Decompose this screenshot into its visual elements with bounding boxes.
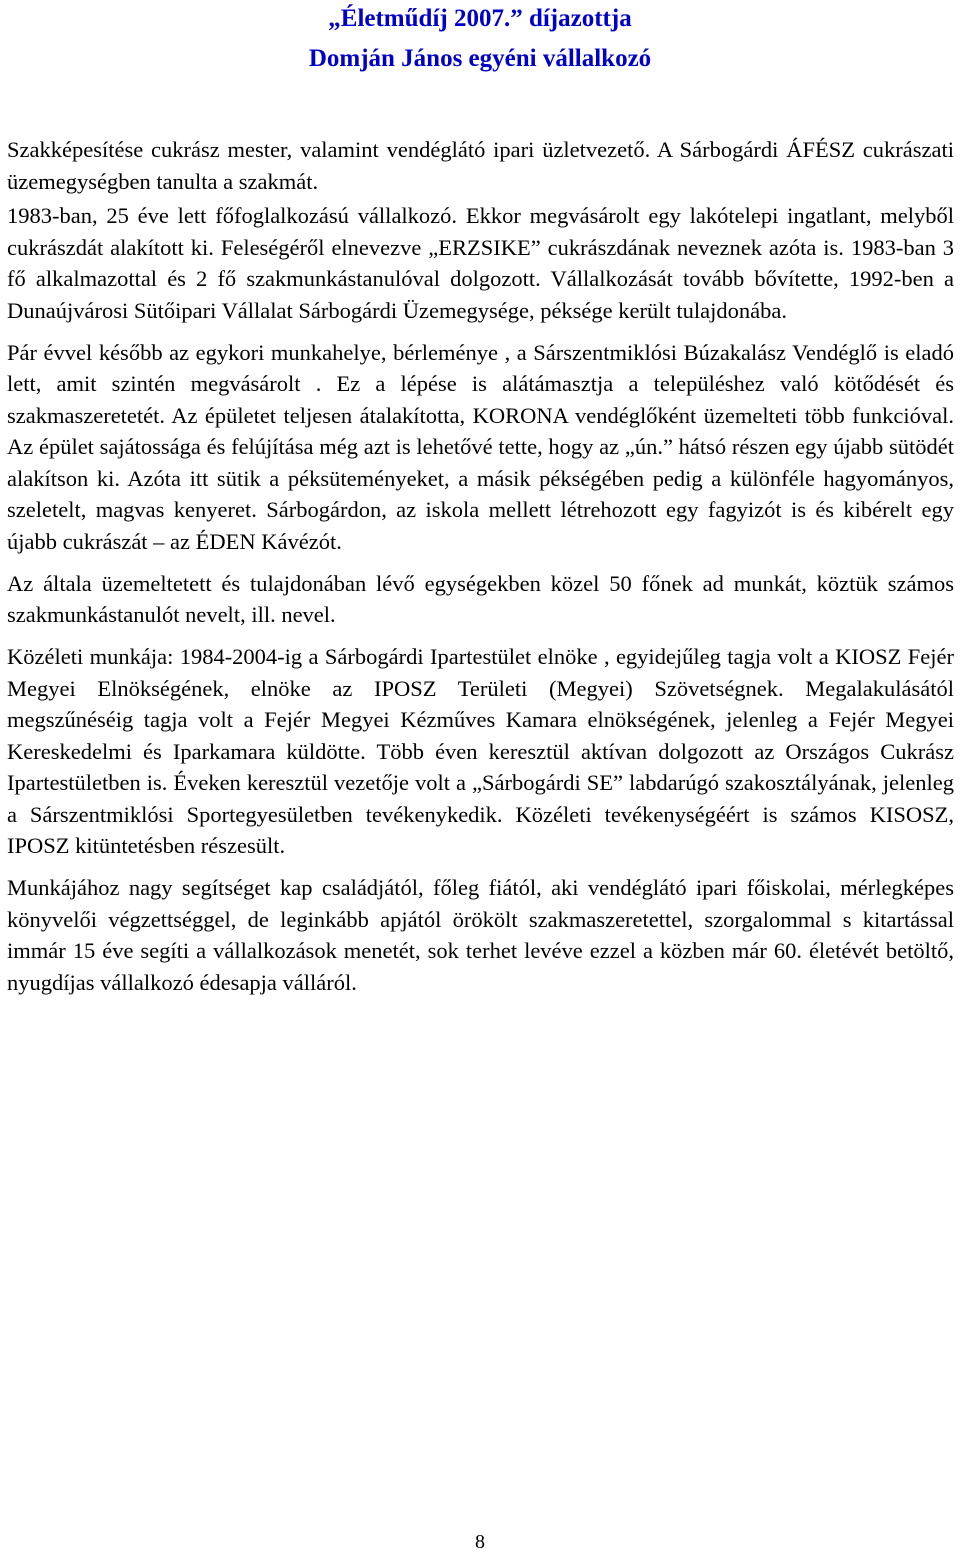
paragraph-employees: Az általa üzemeltetett és tulajdonában lévő egységekben közel 50 főnek ad munkát, köztük számos szakmunkástanulót nevelt, ill. nevel. bbox=[7, 570, 954, 627]
paragraph-business-start: 1983-ban, 25 éve lett főfoglalkozású vállalkozó. Ekkor megvásárolt egy lakótelepi ingatlant, melyből cukrászdát alakított ki. Feleségéről elnevezve „ERZSIKE” cukrászdának neveznek azóta is. 1983-ban 3 fő alkalmazottal és 2 fő szakmunkástanulóval dolgozott. Vállalkozását tovább bővítette, 1992-ben a Dunaújvárosi Sütőipari Vállalat Sárbogárdi Üzemegysége, péksége került tulajdonába. bbox=[7, 203, 954, 323]
document-title-line1: „Életműdíj 2007.” díjazottja bbox=[328, 5, 632, 32]
paragraph-restaurant: Pár évvel később az egykori munkahelye, bérleménye , a Sárszentmiklósi Búzakalász Vendéglő is eladó lett, amit szintén megvásárolt . Ez a lépése is alátámasztja a településhez való kötődését és szakmaszeretetét. Az épületet teljesen átalakította, KORONA vendéglőként üzemelteti több funkcióval. Az épület sajátossága és felújítása még azt is lehetővé tette, hogy az „ún.” hátsó részen egy újabb sütödét alakítson ki. Azóta itt sütik a péksüteményeket, a másik pékségében pedig a különféle hagyományos, szeletelt, magvas kenyeret. Sárbogárdon, az iskola mellett létrehozott egy fagyizót is és kibérelt egy újabb cukrászát – az ÉDEN Kávézót. bbox=[7, 339, 954, 554]
document-body bbox=[7, 134, 954, 1009]
paragraph-public-work: Közéleti munkája: 1984-2004-ig a Sárbogárdi Ipartestület elnöke , egyidejűleg tagja volt a KIOSZ Fejér Megyei Elnökségének, elnöke az IPOSZ Területi (Megyei) Szövetségnek. Megalakulásától megszűnéséig tagja volt a Fejér Megyei Kézműves Kamara elnökségének, jelenleg a Fejér Megyei Kereskedelmi és Iparkamara küldötte. Több éven keresztül aktívan dolgozott az Országos Cukrász Ipartestületben is. Éveken keresztül vezetője volt a „Sárbogárdi SE” labdarúgó szakosztályának, jelenleg a Sárszentmiklósi Sportegyesületben tevékenykedik. Közéleti tevékenységéért is számos KISOSZ, IPOSZ kitüntetésben részesült. bbox=[7, 644, 954, 858]
page-number: 8 bbox=[475, 1531, 485, 1553]
paragraph-family-help: Munkájához nagy segítséget kap családjától, főleg fiától, aki vendéglátó ipari főiskolai, mérlegképes könyvelői végzettséggel, de leginkább apjától örökölt szakmaszeretettel, szorgalommal s kitartással immár 15 éve segíti a vállalkozások menetét, sok terhet levéve ezzel a közben már 60. életévét betöltő, nyugdíjas vállalkozó édesapja válláról. bbox=[7, 875, 954, 995]
document-title-line2: Domján János egyéni vállalkozó bbox=[308, 45, 652, 72]
paragraph-qualification: Szakképesítése cukrász mester, valamint vendéglátó ipari üzletvezető. A Sárbogárdi ÁFÉSZ cukrászati üzemegységben tanulta a szakmát. bbox=[7, 137, 954, 194]
